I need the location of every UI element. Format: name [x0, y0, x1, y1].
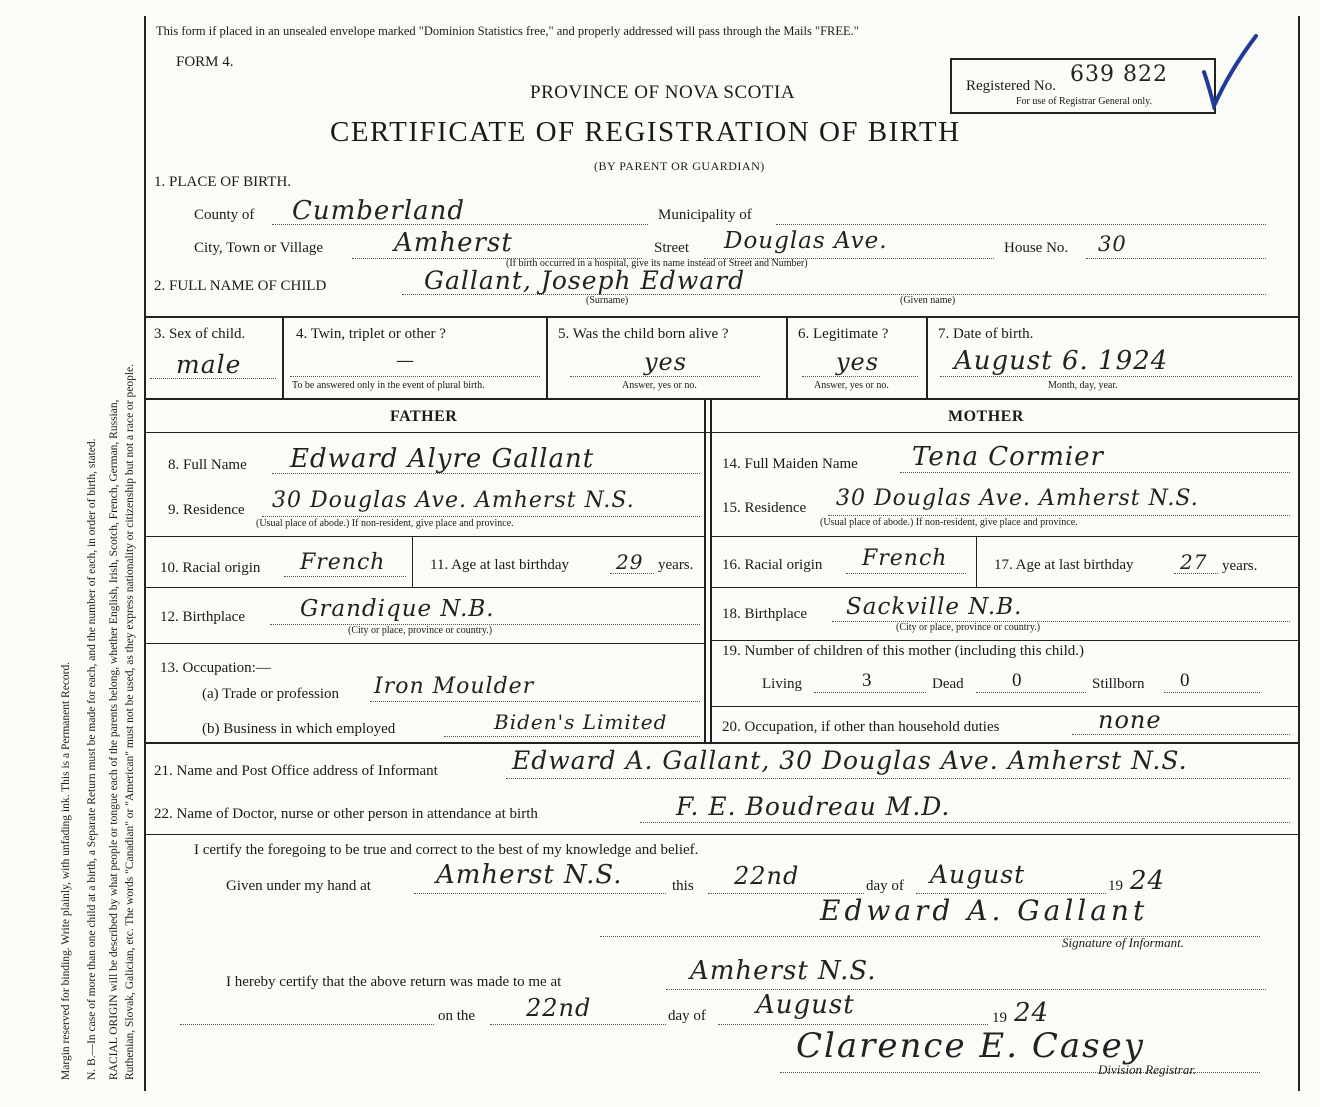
legitimate-line — [802, 376, 918, 377]
mother-birthplace-note: (City or place, province or country.) — [896, 622, 1041, 633]
mother-row-rule-4 — [712, 706, 1299, 707]
registered-number-value: 639 822 — [1070, 62, 1168, 87]
born-alive-value: yes — [644, 348, 688, 376]
informant-label: 21. Name and Post Office address of Informant — [154, 763, 438, 779]
father-row-rule-3 — [144, 643, 704, 644]
father-business-label: (b) Business in which employed — [202, 721, 396, 737]
father-trade-label: (a) Trade or profession — [202, 686, 340, 702]
county-label: County of — [194, 207, 255, 223]
given-month-value: August — [930, 860, 1026, 889]
father-age-years: years. — [658, 557, 694, 573]
mother-occupation-value: none — [1098, 706, 1162, 734]
father-birthplace-note: (City or place, province or country.) — [348, 625, 493, 636]
born-alive-label: 5. Was the child born alive ? — [558, 326, 729, 342]
registrar-day-value: 22nd — [526, 994, 592, 1022]
father-racial-value: French — [300, 550, 386, 575]
row3-divider-3 — [786, 316, 788, 398]
registrar-year-prefix: 19 — [992, 1010, 1007, 1026]
mother-birthplace-value: Sackville N.B. — [846, 594, 1023, 620]
outer-frame-right — [1298, 16, 1300, 1091]
mailing-notice: This form if placed in an unsealed envelope marked "Dominion Statistics free," and properly addressed will pass through the Mails "FREE." — [156, 24, 859, 38]
given-year-prefix: 19 — [1108, 878, 1123, 894]
mother-heading: MOTHER — [948, 408, 1024, 425]
child-name-value: Gallant, Joseph Edward — [424, 266, 746, 295]
father-name-value: Edward Alyre Gallant — [290, 444, 595, 474]
mother-name-value: Tena Cormier — [912, 442, 1104, 472]
checkmark-icon — [1200, 30, 1260, 110]
date-of-birth-value: August 6. 1924 — [954, 346, 1169, 376]
city-label: City, Town or Village — [194, 240, 324, 256]
father-name-label: 8. Full Name — [168, 457, 247, 473]
father-row-rule-1 — [144, 536, 704, 537]
mother-row-rule-1 — [712, 536, 1299, 537]
municipality-line — [776, 224, 1266, 225]
father-residence-label: 9. Residence — [168, 502, 245, 518]
father-birthplace-label: 12. Birthplace — [160, 609, 245, 625]
father-age-value: 29 — [616, 550, 644, 574]
outer-frame-left — [144, 16, 146, 1091]
father-business-value: Biden's Limited — [494, 710, 668, 734]
twin-label: 4. Twin, triplet or other ? — [296, 326, 446, 342]
father-occupation-label: 13. Occupation:— — [160, 660, 271, 676]
given-this-label: this — [672, 878, 694, 894]
given-name-note: (Given name) — [900, 295, 956, 306]
center-divider-b — [710, 400, 712, 742]
father-business-line — [444, 736, 700, 737]
surname-note: (Surname) — [586, 295, 629, 306]
living-value: 3 — [862, 670, 872, 691]
dead-line — [976, 692, 1086, 693]
province-heading: PROVINCE OF NOVA SCOTIA — [530, 82, 796, 103]
twin-note: To be answered only in the event of plural birth. — [292, 380, 485, 391]
born-alive-line — [570, 376, 760, 377]
registrar-signature-label: Division Registrar. — [1098, 1062, 1197, 1077]
mother-residence-line — [828, 515, 1290, 516]
legitimate-value: yes — [836, 348, 880, 376]
registrar-day-of-label: day of — [668, 1008, 706, 1024]
born-alive-note: Answer, yes or no. — [622, 380, 697, 391]
living-label: Living — [762, 676, 802, 692]
place-of-birth-heading: 1. PLACE OF BIRTH. — [154, 174, 292, 190]
father-residence-value: 30 Douglas Ave. Amherst N.S. — [272, 488, 635, 513]
mother-residence-value: 30 Douglas Ave. Amherst N.S. — [836, 486, 1199, 511]
informant-signature-label: Signature of Informant. — [1062, 935, 1184, 950]
margin-note-binding: Margin reserved for binding. Write plainly, with unfading ink. This is a Permanent Record. — [60, 661, 72, 1080]
doctor-label: 22. Name of Doctor, nurse or other person in attendance at birth — [154, 806, 538, 822]
informant-signature: Edward A. Gallant — [820, 894, 1149, 927]
twin-value: — — [396, 350, 415, 371]
dead-label: Dead — [932, 676, 964, 692]
father-row-rule-2 — [144, 587, 704, 588]
mother-children-label: 19. Number of children of this mother (including this child.) — [722, 643, 1085, 659]
date-of-birth-note: Month, day, year. — [1048, 380, 1118, 391]
father-trade-value: Iron Moulder — [374, 674, 535, 699]
registrar-on-the-label: on the — [438, 1008, 476, 1024]
mother-racial-value: French — [862, 546, 948, 571]
father-age-label: 11. Age at last birthday — [430, 557, 569, 573]
row3-divider-4 — [926, 316, 928, 398]
hospital-note: (If birth occurred in a hospital, give its name instead of Street and Number) — [506, 258, 808, 269]
given-place-value: Amherst N.S. — [436, 860, 623, 890]
form-number: FORM 4. — [176, 54, 234, 70]
doctor-bottom-rule — [144, 834, 1299, 835]
informant-value: Edward A. Gallant, 30 Douglas Ave. Amherst N.S. — [512, 746, 1188, 775]
margin-note-racial-origin-cont: Ruthenian, Slovak, Galician, etc. The words "Canadian" or "American" must not be used, as they express nationality or citizenship but not a race or people. — [124, 363, 136, 1080]
registrar-statement: I hereby certify that the above return was made to me at — [226, 974, 562, 990]
mother-age-label: 17. Age at last birthday — [994, 557, 1134, 573]
row3-divider-2 — [546, 316, 548, 398]
registrar-month-value: August — [756, 990, 855, 1020]
certify-statement: I certify the foregoing to be true and correct to the best of my knowledge and belief. — [194, 842, 699, 858]
house-number-line — [1086, 258, 1266, 259]
informant-line — [506, 778, 1290, 779]
mother-residence-note: (Usual place of abode.) If non-resident, give place and province. — [820, 517, 1078, 528]
father-heading: FATHER — [390, 408, 458, 425]
mother-row-rule-2 — [712, 587, 1299, 588]
date-of-birth-line — [940, 376, 1292, 377]
registrar-day-line — [490, 1024, 666, 1025]
parents-heading-rule — [144, 432, 1299, 433]
father-racial-line — [284, 576, 406, 577]
certificate-subtitle: (BY PARENT OR GUARDIAN) — [594, 159, 765, 173]
street-label: Street — [654, 240, 689, 256]
registrar-year-value: 24 — [1014, 998, 1050, 1028]
mother-racial-divider — [976, 537, 977, 587]
father-residence-note: (Usual place of abode.) If non-resident, give place and province. — [256, 518, 514, 529]
county-value: Cumberland — [292, 196, 465, 226]
mother-residence-label: 15. Residence — [722, 500, 807, 516]
father-racial-divider — [412, 537, 413, 587]
registrar-on-line — [180, 1024, 434, 1025]
date-of-birth-label: 7. Date of birth. — [938, 326, 1034, 342]
mother-racial-line — [846, 573, 966, 574]
row3-bottom-border — [144, 398, 1299, 400]
stillborn-value: 0 — [1180, 670, 1190, 691]
registrar-month-line — [718, 1024, 988, 1025]
given-day-value: 22nd — [734, 862, 800, 890]
sex-label: 3. Sex of child. — [154, 326, 246, 342]
sex-value: male — [176, 350, 242, 379]
mother-age-value: 27 — [1180, 550, 1208, 574]
margin-note-racial-origin: RACIAL ORIGIN will be described by what people or tongue each of the parents belong, whether English, Irish, Scotch, French, German, Russian, — [108, 399, 120, 1080]
registrar-general-note: For use of Registrar General only. — [1016, 96, 1152, 107]
father-racial-label: 10. Racial origin — [160, 560, 261, 576]
mother-occupation-label: 20. Occupation, if other than household duties — [722, 719, 1000, 735]
given-place-line — [414, 893, 666, 894]
dead-value: 0 — [1012, 670, 1022, 691]
registered-number-label: Registered No. — [966, 78, 1056, 94]
municipality-label: Municipality of — [658, 207, 752, 223]
stillborn-label: Stillborn — [1092, 676, 1145, 692]
twin-line — [290, 376, 540, 377]
section-bottom-rule — [144, 742, 1299, 744]
living-line — [814, 692, 926, 693]
father-residence-line — [262, 516, 700, 517]
street-value: Douglas Ave. — [724, 228, 888, 254]
city-value: Amherst — [394, 228, 513, 258]
mother-name-line — [900, 472, 1290, 473]
mother-name-label: 14. Full Maiden Name — [722, 456, 858, 472]
stillborn-line — [1164, 692, 1260, 693]
row3-divider-1 — [282, 316, 284, 398]
mother-row-rule-3 — [712, 640, 1299, 641]
child-name-label: 2. FULL NAME OF CHILD — [154, 278, 327, 294]
mother-birthplace-label: 18. Birthplace — [722, 606, 807, 622]
mother-occupation-line — [1072, 734, 1290, 735]
house-number-value: 30 — [1098, 232, 1127, 256]
doctor-value: F. E. Boudreau M.D. — [676, 792, 951, 821]
house-number-label: House No. — [1004, 240, 1069, 256]
doctor-line — [640, 822, 1290, 823]
legitimate-label: 6. Legitimate ? — [798, 326, 889, 342]
father-birthplace-value: Grandique N.B. — [300, 596, 495, 622]
registrar-signature: Clarence E. Casey — [796, 1026, 1145, 1066]
margin-note-plural-birth: N. B.—In case of more than one child at a birth, a Separate Return must be made for each, and the number of each, in order of birth, stated. — [86, 438, 98, 1080]
certificate-title: CERTIFICATE OF REGISTRATION OF BIRTH — [330, 116, 961, 148]
row3-top-border — [144, 316, 1299, 318]
mother-age-years: years. — [1222, 558, 1258, 574]
mother-racial-label: 16. Racial origin — [722, 557, 823, 573]
center-divider-a — [704, 400, 706, 742]
given-year-value: 24 — [1130, 866, 1166, 896]
given-under-label: Given under my hand at — [226, 878, 371, 894]
given-day-of-label: day of — [866, 878, 904, 894]
father-trade-line — [370, 701, 700, 702]
registrar-place-value: Amherst N.S. — [690, 956, 877, 986]
legitimate-note: Answer, yes or no. — [814, 380, 889, 391]
